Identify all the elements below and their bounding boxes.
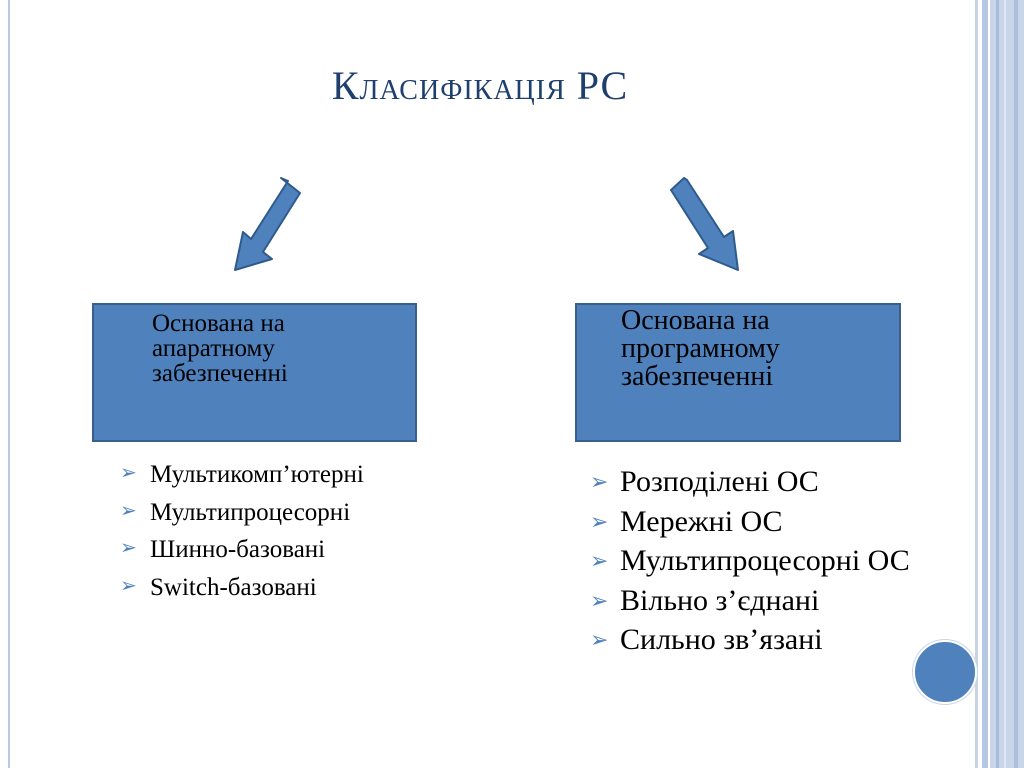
arrow-down-right-icon: [671, 178, 738, 270]
list-item-label: Шинно-базовані: [150, 536, 326, 563]
list-item-label: Сильно зв’язані: [620, 623, 823, 656]
box-line: апаратному: [152, 335, 275, 362]
box-line: забезпеченні: [152, 360, 288, 387]
chevron-right-icon: ➢: [120, 574, 137, 597]
chevron-right-icon: ➢: [590, 508, 609, 534]
list-item-label: Мультипроцесорні ОС: [620, 544, 910, 577]
list-item: [588, 466, 968, 498]
box-line: програмному: [621, 333, 780, 364]
chevron-right-icon: ➢: [590, 548, 609, 573]
box-line: Основана на: [152, 310, 285, 337]
list-item-label: Вільно з’єднані: [620, 583, 820, 617]
chevron-right-icon: ➢: [120, 462, 137, 484]
list-item-label: Мультикомп’ютерні: [150, 461, 364, 488]
list-item: [118, 461, 364, 489]
chevron-right-icon: ➢: [590, 587, 609, 613]
list-item: [588, 545, 968, 577]
chevron-right-icon: ➢: [590, 627, 609, 652]
hardware-based-box: [92, 303, 417, 442]
list-item: [118, 536, 364, 564]
decorative-circle: [913, 640, 977, 704]
software-types-list: [588, 466, 968, 664]
hardware-types-list: [118, 461, 364, 611]
list-item-label: Мультипроцесорні: [150, 498, 351, 526]
chevron-right-icon: ➢: [120, 537, 137, 559]
list-item-label: Switch-базовані: [150, 573, 317, 601]
software-based-box: [575, 303, 901, 442]
chevron-right-icon: ➢: [590, 469, 609, 494]
slide-title: Класифікація РС: [331, 63, 629, 108]
list-item: [118, 499, 364, 527]
list-item: [588, 585, 968, 617]
chevron-right-icon: ➢: [120, 499, 137, 522]
list-item-label: Мережні ОС: [620, 504, 783, 538]
arrow-down-left-icon: [235, 178, 300, 270]
box-line: забезпеченні: [621, 361, 774, 392]
box-line: Основана на: [621, 305, 770, 336]
list-item: [588, 506, 968, 538]
list-item-label: Розподілені ОС: [620, 465, 819, 498]
list-item: [118, 574, 364, 602]
list-item: [588, 624, 968, 656]
